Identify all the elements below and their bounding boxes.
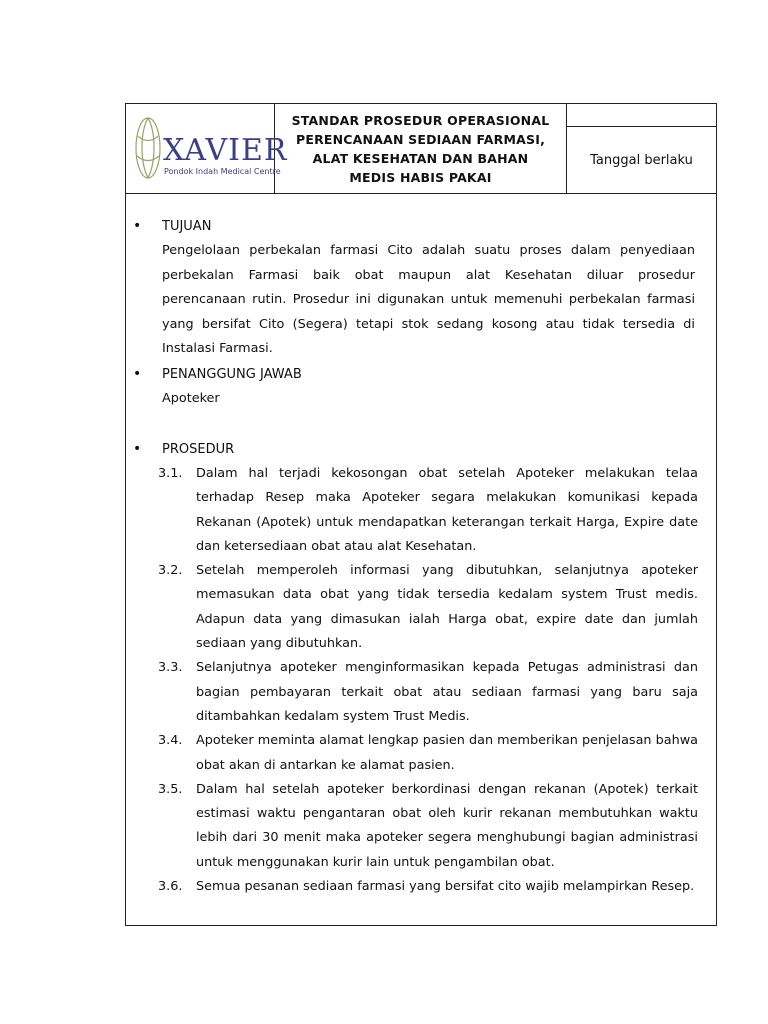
logo-wordmark: XAVIER (163, 133, 288, 168)
step-number: 3.1. (158, 466, 183, 481)
sop-document (125, 103, 717, 926)
step-text: Selanjutnya apoteker menginformasikan kepada Petugas administrasi dan bagian pembayaran terkait obat atau sediaan farmasi yang baru saja ditambahkan kedalam system Trust Medis. (196, 660, 698, 724)
step-text: Dalam hal terjadi kekosongan obat setelah Apoteker melakukan telaa terhadap Resep maka Apoteker segara melakukan komunikasi kepada Rekanan (Apotek) untuk mendapatkan keterangan terkait Harga, Expire date dan ketersediaan obat atau alat Kesehatan. (196, 466, 698, 554)
document-number-box (567, 104, 716, 127)
section-text-tujuan: Pengelolaan perbekalan farmasi Cito adalah suatu proses dalam penyediaan perbekalan Farmasi baik obat maupun alat Kesehatan diluar prosedur perencanaan rutin. Prosedur ini digunakan untuk memenuhi perbekalan farmasi yang bersifat Cito (Segera) tetapi stok sedang kosong atau tidak tersedia di Instalasi Farmasi. (162, 243, 695, 356)
bullet-icon: • (133, 366, 142, 382)
procedure-steps (158, 462, 698, 899)
procedure-step (158, 559, 698, 656)
procedure-step (158, 875, 698, 899)
bullet-icon: • (133, 441, 142, 457)
title-line: PERENCANAAN SEDIAAN FARMASI, (295, 131, 546, 147)
procedure-step (158, 729, 698, 778)
step-text: Semua pesanan sediaan farmasi yang bersifat cito wajib melampirkan Resep. (196, 879, 695, 895)
title-line: MEDIS HABIS PAKAI (349, 169, 492, 185)
logo-cell (126, 104, 288, 193)
step-text: Dalam hal setelah apoteker berkordinasi dengan rekanan (Apotek) terkait estimasi waktu pengantaran obat oleh kurir rekanan membutuhkan waktu lebih dari 30 menit maka apoteker segera menghubungi bagian administrasi untuk menggunakan kurir lain untuk pengambilan obat. (196, 781, 698, 870)
step-number: 3.5. (158, 781, 183, 797)
step-text: Apoteker meminta alamat lengkap pasien dan memberikan penjelasan bahwa obat akan di antarkan ke alamat pasien. (196, 733, 698, 773)
effective-date-label: Tanggal berlaku (590, 152, 693, 168)
title-line: ALAT KESEHATAN DAN BAHAN (312, 150, 529, 166)
logo-subtitle: Pondok Indah Medical Centre (164, 167, 281, 176)
step-number: 3.4. (158, 733, 183, 749)
step-number: 3.6. (158, 879, 183, 895)
xavier-logo (130, 112, 288, 184)
procedure-step (158, 656, 698, 729)
step-text: Setelah memperoleh informasi yang dibutuhkan, selanjutnya apoteker memasukan data obat yang tidak tersedia kedalam system Trust medis. Adapun data yang dimasukan ialah Harga obat, expire date dan jumlah sediaan yang dibutuhkan. (196, 563, 698, 652)
procedure-step (158, 778, 698, 875)
document-header (126, 104, 716, 194)
title-cell (275, 104, 567, 193)
document-title (292, 111, 550, 187)
section-title-penanggung-jawab: PENANGGUNG JAWAB (162, 367, 302, 382)
leaf-emblem-icon (136, 118, 160, 178)
meta-cell (567, 104, 716, 193)
section-title-prosedur: PROSEDUR (162, 442, 235, 457)
section-title-tujuan: TUJUAN (162, 219, 212, 234)
section-text-penanggung-jawab: Apoteker (162, 391, 220, 406)
bullet-icon: • (133, 218, 142, 234)
procedure-step (158, 462, 698, 559)
step-number: 3.2. (158, 563, 183, 579)
step-number: 3.3. (158, 660, 183, 676)
title-line: STANDAR PROSEDUR OPERASIONAL (291, 112, 550, 128)
